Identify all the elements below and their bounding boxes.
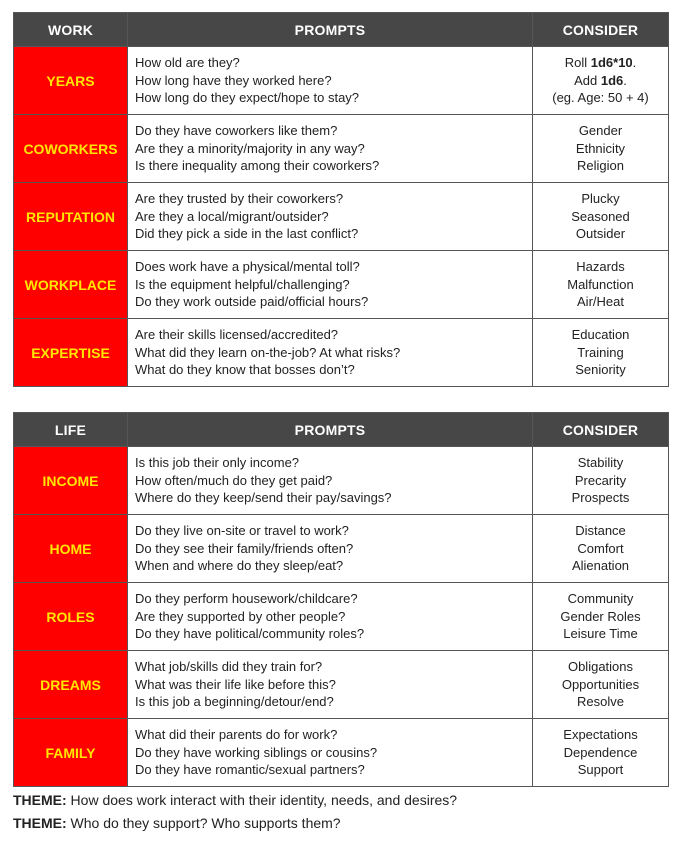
consider-line: Obligations [567, 659, 634, 675]
consider-cell [533, 651, 669, 719]
prompt-line: What was their life like before this? [135, 676, 336, 692]
work-table-header [14, 13, 669, 47]
consider-cell [533, 719, 669, 787]
consider-line: Training [577, 344, 624, 360]
prompt-line: Do they work outside paid/official hours? [135, 294, 369, 310]
category-expertise: EXPERTISE [14, 319, 128, 387]
table-row [14, 651, 669, 719]
prompt-line: Is this job a beginning/detour/end? [135, 694, 334, 710]
category-home: HOME [14, 515, 128, 583]
header-work: WORK [14, 13, 128, 47]
prompt-line: Do they have working siblings or cousins? [135, 744, 378, 760]
consider-line [533, 72, 668, 90]
prompt-line: Do they have coworkers like them? [135, 123, 338, 139]
category-roles: ROLES [14, 583, 128, 651]
consider-text: . [623, 72, 627, 88]
life-table-header [14, 413, 669, 447]
consider-line: Precarity [574, 472, 627, 488]
work-table [13, 12, 669, 387]
theme-label: THEME: [13, 792, 67, 808]
prompt-line: Are they a minority/majority in any way? [135, 140, 365, 156]
prompts-cell [128, 583, 533, 651]
dice-formula: 1d6 [600, 72, 624, 88]
prompt-line: What do they know that bosses don’t? [135, 362, 355, 378]
prompt-line: How long do they expect/hope to stay? [135, 90, 360, 106]
prompt-line: Do they see their family/friends often? [135, 540, 354, 556]
consider-line: Seasoned [571, 208, 630, 224]
consider-line: Malfunction [567, 276, 634, 292]
consider-line: Dependence [563, 744, 638, 760]
prompt-line: Do they perform housework/childcare? [135, 591, 358, 607]
prompt-line: Is there inequality among their coworkers? [135, 158, 380, 174]
consider-text: . [632, 55, 637, 71]
prompt-line: Are their skills licensed/accredited? [135, 327, 339, 343]
category-years: YEARS [14, 47, 128, 115]
consider-line [533, 54, 668, 72]
prompt-line: Is this job their only income? [135, 455, 300, 471]
consider-cell [533, 515, 669, 583]
consider-cell [533, 447, 669, 515]
prompts-cell [128, 319, 533, 387]
consider-cell [533, 115, 669, 183]
consider-line: Air/Heat [577, 294, 624, 310]
prompts-cell [128, 115, 533, 183]
consider-cell [533, 47, 669, 115]
table-row [14, 251, 669, 319]
consider-line: Expectations [563, 727, 638, 743]
consider-line: Leisure Time [563, 626, 638, 642]
theme-line [13, 791, 457, 809]
consider-text: Roll [564, 55, 591, 71]
consider-line: Gender Roles [560, 608, 641, 624]
prompt-line: Did they pick a side in the last conflict? [135, 226, 359, 242]
header-consider: CONSIDER [533, 413, 669, 447]
theme-text: Who do they support? Who supports them? [66, 815, 341, 831]
consider-line: Plucky [581, 191, 620, 207]
consider-line: Prospects [571, 490, 630, 506]
consider-line: Alienation [571, 558, 630, 574]
theme-line [13, 814, 341, 832]
category-family: FAMILY [14, 719, 128, 787]
prompt-line: Where do they keep/send their pay/savings? [135, 490, 392, 506]
table-row [14, 719, 669, 787]
prompt-line: Do they have political/community roles? [135, 626, 365, 642]
consider-text: Add [574, 72, 601, 88]
consider-line: Religion [577, 158, 624, 174]
consider-line: Education [571, 327, 630, 343]
consider-line: Seniority [575, 362, 626, 378]
prompt-line: Are they trusted by their coworkers? [135, 191, 344, 207]
prompts-cell [128, 515, 533, 583]
prompt-line: Is the equipment helpful/challenging? [135, 276, 350, 292]
prompt-line: What job/skills did they train for? [135, 659, 323, 675]
prompts-cell [128, 183, 533, 251]
prompt-line: Are they a local/migrant/outsider? [135, 208, 329, 224]
consider-cell [533, 319, 669, 387]
table-row [14, 47, 669, 115]
prompt-line: What did they learn on-the-job? At what risks? [135, 344, 401, 360]
prompts-cell [128, 47, 533, 115]
table-row [14, 515, 669, 583]
consider-cell [533, 583, 669, 651]
category-workplace: WORKPLACE [14, 251, 128, 319]
category-coworkers: COWORKERS [14, 115, 128, 183]
consider-line: Community [567, 591, 634, 607]
dice-formula: 1d6*10 [590, 55, 633, 71]
consider-line: Resolve [577, 694, 624, 710]
header-life: LIFE [14, 413, 128, 447]
consider-line: Opportunities [561, 676, 640, 692]
category-dreams: DREAMS [14, 651, 128, 719]
table-row [14, 447, 669, 515]
prompt-line: How long have they worked here? [135, 72, 332, 88]
prompt-line: Does work have a physical/mental toll? [135, 259, 360, 275]
consider-line: Ethnicity [575, 140, 626, 156]
prompt-line: When and where do they sleep/eat? [135, 558, 344, 574]
header-prompts: PROMPTS [128, 413, 533, 447]
header-prompts: PROMPTS [128, 13, 533, 47]
category-income: INCOME [14, 447, 128, 515]
consider-line: Comfort [577, 540, 624, 556]
prompt-line: Do they have romantic/sexual partners? [135, 762, 365, 778]
prompts-cell [128, 251, 533, 319]
prompts-cell [128, 719, 533, 787]
consider-line: Stability [577, 455, 624, 471]
consider-example: (eg. Age: 50 + 4) [552, 90, 649, 106]
consider-line: Hazards [576, 259, 625, 275]
category-reputation: REPUTATION [14, 183, 128, 251]
table-row [14, 115, 669, 183]
consider-line: Gender [578, 123, 623, 139]
header-consider: CONSIDER [533, 13, 669, 47]
consider-line: Support [577, 762, 624, 778]
consider-cell [533, 183, 669, 251]
prompt-line: Are they supported by other people? [135, 608, 346, 624]
consider-line [533, 89, 668, 107]
prompts-cell [128, 651, 533, 719]
prompts-cell [128, 447, 533, 515]
life-table [13, 412, 669, 787]
consider-line: Outsider [575, 226, 626, 242]
consider-line: Distance [575, 523, 626, 539]
table-row [14, 319, 669, 387]
consider-cell [533, 251, 669, 319]
prompt-line: How often/much do they get paid? [135, 472, 333, 488]
theme-text: How does work interact with their identity, needs, and desires? [66, 792, 458, 808]
table-row [14, 183, 669, 251]
table-row [14, 583, 669, 651]
prompt-line: How old are they? [135, 55, 240, 71]
theme-label: THEME: [13, 815, 67, 831]
prompt-line: What did their parents do for work? [135, 727, 338, 743]
prompt-line: Do they live on-site or travel to work? [135, 523, 349, 539]
